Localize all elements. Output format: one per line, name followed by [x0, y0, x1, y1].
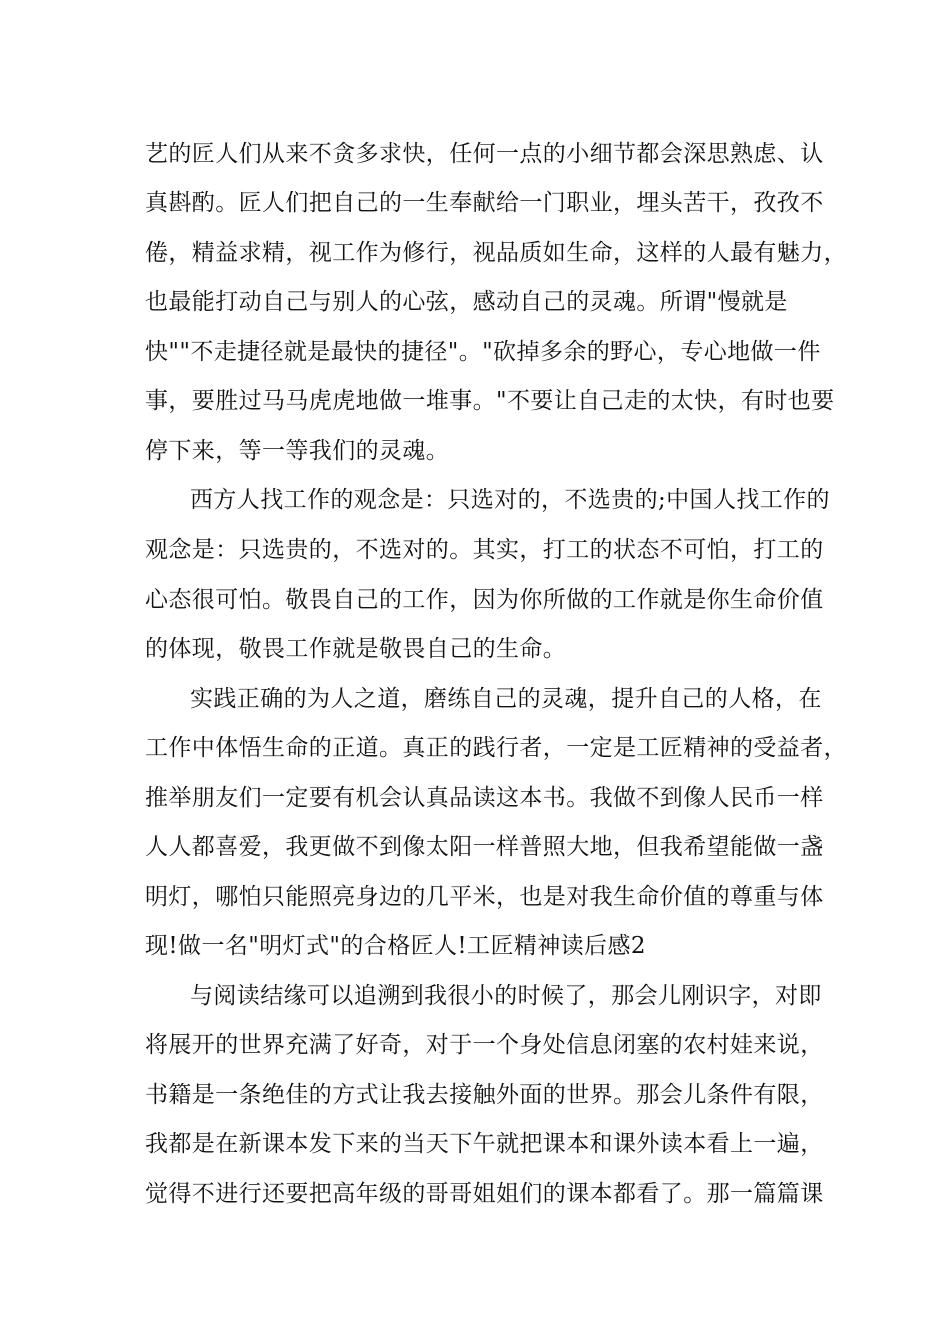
text-line: 书籍是一条绝佳的方式让我去接触外面的世界。那会儿条件有限， [145, 1082, 824, 1108]
text-line: 的体现，敬畏工作就是敬畏自己的生命。 [145, 636, 567, 662]
text-line: 推举朋友们一定要有机会认真品读这本书。我做不到像人民币一样 [145, 785, 824, 811]
text-line: 停下来，等一等我们的灵魂。 [145, 438, 450, 464]
text-line: 也最能打动自己与别人的心弦，感动自己的灵魂。所谓"慢就是 [145, 289, 788, 315]
paragraph-first-line: 实践正确的为人之道，磨练自己的灵魂，提升自己的人格，在 [190, 686, 822, 712]
text-line: 心态很可怕。敬畏自己的工作，因为你所做的工作就是你生命价值 [145, 587, 824, 613]
text-line: 倦，精益求精，视工作为修行，视品质如生命，这样的人最有魅力， [145, 240, 847, 266]
text-line: 真斟酌。匠人们把自己的一生奉献给一门职业，埋头苦干，孜孜不 [145, 190, 824, 216]
text-line: 现!做一名"明灯式"的合格匠人!工匠精神读后感2 [145, 933, 646, 959]
text-line: 观念是：只选贵的，不选对的。其实，打工的状态不可怕，打工的 [145, 537, 824, 563]
paragraph-first-line: 西方人找工作的观念是：只选对的，不选贵的;中国人找工作的 [190, 487, 830, 513]
text-line: 明灯，哪怕只能照亮身边的几平米，也是对我生命价值的尊重与体 [145, 884, 824, 910]
text-line: 艺的匠人们从来不贪多求快，任何一点的小细节都会深思熟虑、认 [145, 141, 824, 167]
text-line: 工作中体悟生命的正道。真正的践行者，一定是工匠精神的受益者， [145, 735, 847, 761]
text-line: 事，要胜过马马虎虎地做一堆事。"不要让自己走的太快，有时也要 [145, 388, 835, 414]
paragraph-first-line: 与阅读结缘可以追溯到我很小的时候了，那会儿刚识字，对即 [190, 983, 822, 1009]
text-line: 我都是在新课本发下来的当天下午就把课本和课外读本看上一遍， [145, 1131, 824, 1157]
text-line: 将展开的世界充满了好奇，对于一个身处信息闭塞的农村娃来说， [145, 1032, 824, 1058]
text-line: 快""不走捷径就是最快的捷径"。"砍掉多余的野心，专心地做一件 [145, 339, 821, 365]
text-line: 人人都喜爱，我更做不到像太阳一样普照大地，但我希望能做一盏 [145, 834, 824, 860]
text-line: 觉得不进行还要把高年级的哥哥姐姐们的课本都看了。那一篇篇课 [145, 1181, 824, 1207]
